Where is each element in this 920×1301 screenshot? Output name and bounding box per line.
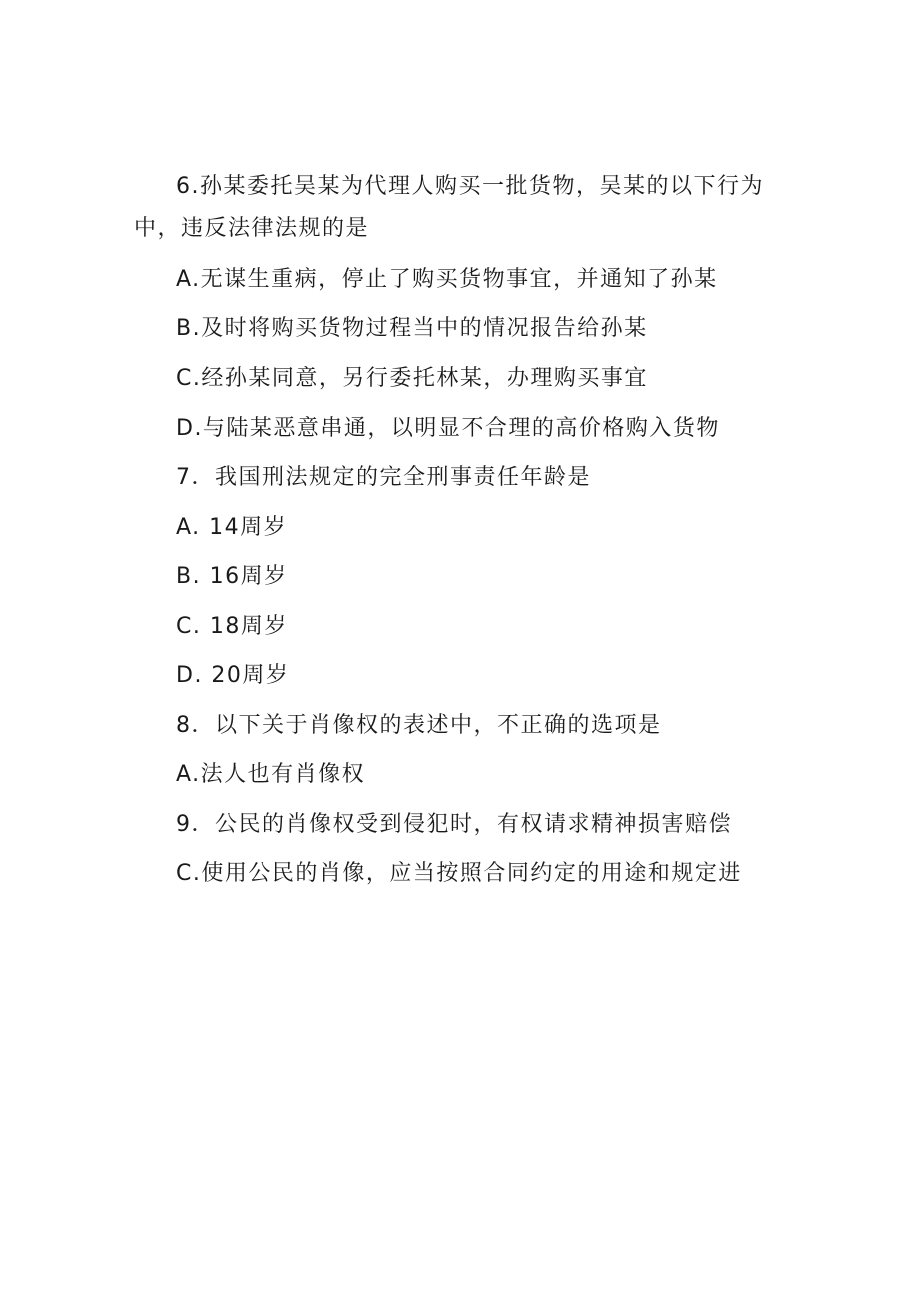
- question-6-option-a: A.无谋生重病，停止了购买货物事宜，并通知了孙某: [176, 267, 718, 292]
- question-7-option-d: D. 20周岁: [176, 663, 290, 688]
- question-6-stem-line2: 中，违反法律法规的是: [134, 216, 370, 241]
- question-6-stem-line1: 6.孙某委托吴某为代理人购买一批货物，吴某的以下行为: [176, 174, 764, 199]
- question-6-option-d: D.与陆某恶意串通，以明显不合理的高价格购入货物: [176, 416, 720, 441]
- question-7-option-a: A. 14周岁: [176, 515, 288, 540]
- question-6-option-b: B.及时将购买货物过程当中的情况报告给孙某: [176, 316, 648, 341]
- question-8-stem: 8．以下关于肖像权的表述中，不正确的选项是: [176, 713, 662, 738]
- question-7-option-c: C. 18周岁: [176, 614, 288, 639]
- question-9-option-c: C.使用公民的肖像，应当按照合同约定的用途和规定进: [176, 861, 742, 886]
- question-7-option-b: B. 16周岁: [176, 564, 288, 589]
- question-8-option-a: A.法人也有肖像权: [176, 762, 366, 787]
- question-6-option-c: C.经孙某同意，另行委托林某，办理购买事宜: [176, 366, 648, 391]
- question-9-stem: 9．公民的肖像权受到侵犯时，有权请求精神损害赔偿: [176, 812, 732, 837]
- question-7-stem: 7．我国刑法规定的完全刑事责任年龄是: [176, 465, 591, 490]
